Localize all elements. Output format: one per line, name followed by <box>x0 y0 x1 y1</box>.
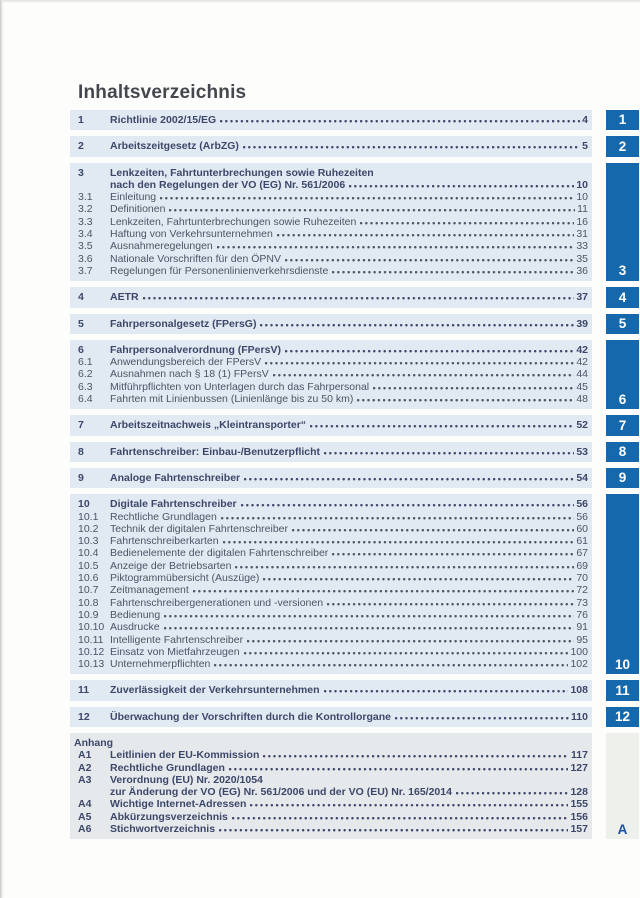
toc-entry <box>70 368 588 380</box>
entry-label: Richtlinie 2002/15/EG <box>110 114 217 126</box>
dot-leader <box>310 419 574 428</box>
entry-label: Piktogrammübersicht (Auszüge) <box>110 572 260 585</box>
toc-entry <box>70 318 588 330</box>
entry-label: Arbeitszeitgesetz (ArbZG) <box>110 140 239 153</box>
entry-label: Ausdrucke <box>110 621 160 634</box>
entry-number: 3.7 <box>78 264 93 277</box>
entry-page: 156 <box>570 810 588 823</box>
side-tab-label: 1 <box>618 112 627 128</box>
entry-page: 108 <box>570 684 588 697</box>
side-tab-label: 11 <box>615 682 630 698</box>
side-tab-label: 9 <box>618 470 627 486</box>
tab-column <box>592 707 640 727</box>
entry-page: 37 <box>576 291 588 304</box>
entry-page: 61 <box>576 535 588 548</box>
entry-number: 3.3 <box>78 215 93 228</box>
toc-entry <box>70 547 588 559</box>
entry-label: Überwachung der Vorschriften durch die Kontrollorgane <box>110 710 392 723</box>
side-tab-11 <box>606 680 639 700</box>
toc-entry <box>70 786 588 798</box>
entry-page: 56 <box>576 510 588 523</box>
page-title: Inhaltsverzeichnis <box>78 82 247 103</box>
dot-leader <box>232 811 569 820</box>
entry-label: Lenkzeiten, Fahrtunterbrechungen sowie Ruhezeiten <box>110 166 374 179</box>
entry-number: 6.3 <box>78 380 93 393</box>
toc-entry <box>70 511 588 523</box>
side-tab-8 <box>606 442 639 462</box>
entry-page: 72 <box>576 584 588 597</box>
toc-entry <box>70 823 588 835</box>
entry-number: 10.6 <box>78 572 99 585</box>
entry-label: Definitionen <box>110 203 166 216</box>
tab-column <box>592 733 640 839</box>
entry-page: 157 <box>570 823 588 836</box>
toc-entry <box>70 811 588 823</box>
toc-entry <box>70 253 588 265</box>
toc-entry <box>70 291 588 303</box>
toc-entry <box>70 560 588 572</box>
side-tab-label: 10 <box>614 656 631 672</box>
side-tab-label: A <box>617 821 628 837</box>
entry-label: Fahrtenschreiber: Einbau-/Benutzerpflicht <box>110 445 321 458</box>
toc-band <box>70 163 592 282</box>
entry-number: 6.4 <box>78 393 93 406</box>
entry-number: 10.8 <box>78 596 99 609</box>
entry-number: 10.9 <box>78 608 99 621</box>
toc-entry <box>70 472 588 484</box>
dot-leader <box>285 253 574 262</box>
entry-label: Stichwortverzeichnis <box>110 823 216 836</box>
toc-entry <box>70 798 588 810</box>
dot-leader <box>235 560 574 569</box>
entry-number: 9 <box>78 471 84 484</box>
side-tab-9 <box>606 468 639 488</box>
entry-number: A2 <box>78 761 92 774</box>
entry-label: Einsatz von Mietfahrzeugen <box>110 645 240 658</box>
toc-entry <box>70 634 588 646</box>
toc-entry <box>70 216 588 228</box>
tab-column <box>592 287 640 307</box>
toc-entry <box>70 597 588 609</box>
entry-page: 5 <box>582 140 588 153</box>
entry-page: 128 <box>570 786 588 799</box>
dot-leader <box>217 240 575 249</box>
side-tab-label: 5 <box>618 316 627 332</box>
toc-entry <box>70 535 588 547</box>
toc-section-5 <box>70 314 640 334</box>
dot-leader <box>220 114 580 123</box>
entry-label: Fahrten mit Linienbussen (Linienlänge bis zu 50 km) <box>110 393 354 406</box>
tab-column <box>592 340 640 409</box>
toc-band <box>70 442 592 462</box>
entry-label: Ausnahmeregelungen <box>110 240 213 253</box>
tab-column <box>592 494 640 674</box>
toc <box>70 110 640 839</box>
entry-number: 2 <box>78 140 84 153</box>
entry-number: 10 <box>78 498 90 511</box>
side-tab-label: 4 <box>618 289 627 305</box>
entry-number: 6.2 <box>78 368 93 381</box>
toc-entry <box>70 381 588 393</box>
toc-entry <box>70 572 588 584</box>
dot-leader <box>241 498 575 507</box>
entry-label: Arbeitszeitnachweis „Kleintransporter“ <box>110 419 307 432</box>
toc-entry <box>70 658 588 670</box>
tab-column <box>592 442 640 462</box>
toc-entry <box>70 240 588 252</box>
dot-leader <box>219 823 568 832</box>
toc-section-3 <box>70 163 640 282</box>
dot-leader <box>332 547 574 556</box>
dot-leader <box>263 572 574 581</box>
entry-page: 127 <box>570 761 588 774</box>
toc-band <box>70 494 592 674</box>
entry-page: 52 <box>576 419 588 432</box>
side-tab-label: 8 <box>618 444 627 460</box>
entry-page: 73 <box>576 596 588 609</box>
toc-entry <box>70 356 588 368</box>
toc-section-A <box>70 733 640 839</box>
entry-label: Einleitung <box>110 191 157 204</box>
entry-number: 3 <box>78 166 84 179</box>
entry-number: A6 <box>78 823 92 836</box>
entry-number: 3.5 <box>78 240 93 253</box>
entry-page: 16 <box>576 215 588 228</box>
entry-page: 45 <box>576 380 588 393</box>
toc-section-7 <box>70 415 640 435</box>
entry-label: Zeitmanagement <box>110 584 189 597</box>
entry-label: Fahrpersonalgesetz (FPersG) <box>110 317 257 330</box>
tab-column <box>592 110 640 130</box>
entry-label: Abkürzungsverzeichnis <box>110 810 228 823</box>
dot-leader <box>327 597 574 606</box>
toc-band <box>70 733 592 839</box>
entry-label: Technik der digitalen Fahrtenschreiber <box>110 522 289 535</box>
side-tab-2 <box>606 136 639 156</box>
entry-label: Leitlinien der EU-Kommission <box>110 749 260 762</box>
entry-page: 48 <box>576 393 588 406</box>
toc-section-6 <box>70 340 640 409</box>
entry-number: 10.2 <box>78 522 99 535</box>
entry-page: 42 <box>576 356 588 369</box>
side-tab-label: 2 <box>618 138 627 154</box>
toc-band <box>70 468 592 488</box>
toc-section-11 <box>70 680 640 700</box>
entry-page: 100 <box>570 645 588 658</box>
entry-page: 35 <box>576 252 588 265</box>
dot-leader <box>250 798 568 807</box>
side-tab-10 <box>606 494 639 674</box>
entry-label: Analoge Fahrtenschreiber <box>110 471 241 484</box>
toc-section-12 <box>70 707 640 727</box>
dot-leader <box>193 584 575 593</box>
dot-leader <box>332 265 574 274</box>
entry-page: 11 <box>577 203 588 216</box>
entry-number: 6 <box>78 343 84 356</box>
side-tab-label: 6 <box>618 391 627 407</box>
toc-entry <box>70 737 588 749</box>
entry-page: 117 <box>571 749 588 762</box>
tab-column <box>592 314 640 334</box>
toc-section-8 <box>70 442 640 462</box>
entry-label: Fahrpersonalverordnung (FPersV) <box>110 343 281 356</box>
entry-page: 36 <box>576 264 588 277</box>
toc-band <box>70 136 592 156</box>
dot-leader <box>244 472 574 481</box>
tab-column <box>592 163 640 282</box>
entry-page: 44 <box>576 368 588 381</box>
entry-label: Haftung von Verkehrsunternehmen <box>110 228 273 241</box>
dot-leader <box>349 179 574 188</box>
dot-leader <box>324 446 574 455</box>
entry-label: Fahrtenschreiberkarten <box>110 535 219 548</box>
dot-leader <box>214 658 568 667</box>
toc-entry <box>70 621 588 633</box>
entry-label: Lenkzeiten, Fahrtunterbrechungen sowie Ruhezeiten <box>110 215 357 228</box>
entry-number: A3 <box>78 773 92 786</box>
entry-page: 102 <box>570 658 588 671</box>
entry-number: 10.7 <box>78 584 99 597</box>
toc-section-1 <box>70 110 640 130</box>
toc-entry <box>70 749 588 761</box>
dot-leader <box>169 203 575 212</box>
entry-page: 4 <box>582 114 588 126</box>
entry-label: zur Änderung der VO (EG) Nr. 561/2006 und der VO (EU) Nr. 165/2014 <box>110 786 452 799</box>
dot-leader <box>164 621 575 630</box>
entry-label: Bedienelemente der digitalen Fahrtenschreiber <box>110 547 329 560</box>
entry-number: 5 <box>78 317 84 330</box>
toc-entry <box>70 684 588 696</box>
entry-label: Intelligente Fahrtenschreiber <box>110 633 244 646</box>
tab-column <box>592 680 640 700</box>
toc-entry <box>70 179 588 191</box>
entry-label: nach den Regelungen der VO (EG) Nr. 561/2006 <box>110 178 346 191</box>
side-tab-1 <box>606 110 639 130</box>
entry-label: Anwendungsbereich der FPersV <box>110 356 262 369</box>
side-tab-12 <box>606 707 639 727</box>
toc-entry <box>70 762 588 774</box>
toc-band <box>70 287 592 307</box>
toc-band <box>70 707 592 727</box>
side-tab-label: 12 <box>614 709 631 725</box>
entry-number: 3.2 <box>78 203 93 216</box>
side-tab-4 <box>606 287 639 307</box>
side-tab-7 <box>606 415 639 435</box>
toc-entry <box>70 344 588 356</box>
entry-number: 3.6 <box>78 252 93 265</box>
entry-label: Nationale Vorschriften für den ÖPNV <box>110 252 282 265</box>
toc-section-10 <box>70 494 640 674</box>
dot-leader <box>143 291 575 300</box>
entry-number: 10.5 <box>78 559 99 572</box>
toc-section-2 <box>70 136 640 156</box>
toc-section-9 <box>70 468 640 488</box>
dot-leader <box>292 523 574 532</box>
dot-leader <box>164 609 574 618</box>
entry-page: 76 <box>576 608 588 621</box>
entry-number: A4 <box>78 798 92 811</box>
entry-label: Verordnung (EU) Nr. 2020/1054 <box>110 773 263 786</box>
toc-section-4 <box>70 287 640 307</box>
dot-leader <box>260 318 574 327</box>
toc-band <box>70 415 592 435</box>
entry-page: 155 <box>570 798 588 811</box>
entry-number: 1 <box>78 114 84 126</box>
entry-page: 10 <box>576 178 588 191</box>
scan-edge-left <box>0 0 4 898</box>
entry-label: Ausnahmen nach § 18 (1) FPersV <box>110 368 269 381</box>
dot-leader <box>221 511 574 520</box>
side-tab-6 <box>606 340 639 409</box>
dot-leader <box>373 381 574 390</box>
side-tab-A <box>606 733 639 839</box>
entry-number: 10.4 <box>78 547 99 560</box>
side-tab-3 <box>606 163 639 282</box>
dot-leader <box>263 749 569 758</box>
side-tab-5 <box>606 314 639 334</box>
entry-label: Digitale Fahrtenschreiber <box>110 498 237 511</box>
entry-label: Mitführpflichten von Unterlagen durch das Fahrpersonal <box>110 380 370 393</box>
dot-leader <box>395 711 569 720</box>
entry-number: 10.13 <box>78 658 105 671</box>
entry-page: 56 <box>576 498 588 511</box>
dot-leader <box>324 684 569 693</box>
toc-band <box>70 314 592 334</box>
entry-number: 3.4 <box>78 228 93 241</box>
dot-leader <box>285 344 574 353</box>
entry-label: Anhang <box>74 736 114 749</box>
dot-leader <box>229 762 569 771</box>
toc-entry <box>70 498 588 510</box>
entry-label: Unternehmerpflichten <box>110 658 211 671</box>
entry-number: A1 <box>78 749 92 762</box>
toc-entry <box>70 265 588 277</box>
toc-entry <box>70 584 588 596</box>
entry-page: 10 <box>576 191 588 204</box>
toc-band <box>70 340 592 409</box>
entry-page: 31 <box>576 228 588 241</box>
entry-number: 12 <box>78 710 90 723</box>
dot-leader <box>244 646 569 655</box>
side-tab-label: 7 <box>618 417 627 433</box>
toc-entry <box>70 203 588 215</box>
toc-entry <box>70 167 588 179</box>
dot-leader <box>273 368 575 377</box>
entry-number: 11 <box>78 684 90 697</box>
entry-label: Rechtliche Grundlagen <box>110 761 225 774</box>
entry-page: 95 <box>576 633 588 646</box>
entry-label: Bedienung <box>110 608 161 621</box>
entry-page: 70 <box>576 572 588 585</box>
entry-number: 7 <box>78 419 84 432</box>
toc-entry <box>70 228 588 240</box>
tab-column <box>592 415 640 435</box>
entry-page: 53 <box>576 445 588 458</box>
entry-page: 69 <box>576 559 588 572</box>
toc-entry <box>70 711 588 723</box>
entry-number: A5 <box>78 810 92 823</box>
entry-number: 10.12 <box>78 645 105 658</box>
toc-entry <box>70 774 588 786</box>
toc-entry <box>70 523 588 535</box>
entry-page: 54 <box>576 471 588 484</box>
entry-label: Fahrtenschreibergenerationen und -versionen <box>110 596 324 609</box>
toc-entry <box>70 419 588 431</box>
entry-page: 110 <box>571 710 588 723</box>
entry-page: 39 <box>576 317 588 330</box>
entry-label: Rechtliche Grundlagen <box>110 510 217 523</box>
entry-number: 4 <box>78 291 84 304</box>
toc-band <box>70 680 592 700</box>
toc-entry <box>70 446 588 458</box>
entry-label: Anzeige der Betriebsarten <box>110 559 232 572</box>
entry-number: 10.1 <box>78 510 99 523</box>
dot-leader <box>456 786 569 795</box>
entry-label: Zuverlässigkeit der Verkehrsunternehmen <box>110 684 320 697</box>
entry-label: Regelungen für Personenlinienverkehrsdienste <box>110 264 329 277</box>
dot-leader <box>247 634 574 643</box>
entry-label: AETR <box>110 291 139 304</box>
toc-entry <box>70 114 588 126</box>
entry-label: Wichtige Internet-Adressen <box>110 798 247 811</box>
toc-entry <box>70 609 588 621</box>
entry-number: 10.3 <box>78 535 99 548</box>
dot-leader <box>223 535 575 544</box>
toc-band <box>70 110 592 130</box>
entry-page: 60 <box>576 522 588 535</box>
entry-number: 6.1 <box>78 356 93 369</box>
toc-entry <box>70 191 588 203</box>
entry-number: 10.10 <box>78 621 105 634</box>
dot-leader <box>360 216 574 225</box>
entry-page: 42 <box>576 343 588 356</box>
toc-entry <box>70 646 588 658</box>
dot-leader <box>265 356 574 365</box>
dot-leader <box>277 228 574 237</box>
tab-column <box>592 468 640 488</box>
toc-entry <box>70 393 588 405</box>
entry-page: 91 <box>576 621 588 634</box>
side-tab-label: 3 <box>618 263 627 279</box>
tab-column <box>592 136 640 156</box>
scan-edge-top <box>0 0 640 3</box>
entry-number: 3.1 <box>78 191 93 204</box>
entry-page: 33 <box>576 240 588 253</box>
dot-leader <box>243 140 580 149</box>
entry-number: 10.11 <box>78 633 104 646</box>
toc-entry <box>70 140 588 152</box>
entry-page: 67 <box>576 547 588 560</box>
dot-leader <box>160 191 574 200</box>
dot-leader <box>357 393 574 402</box>
entry-number: 8 <box>78 445 84 458</box>
